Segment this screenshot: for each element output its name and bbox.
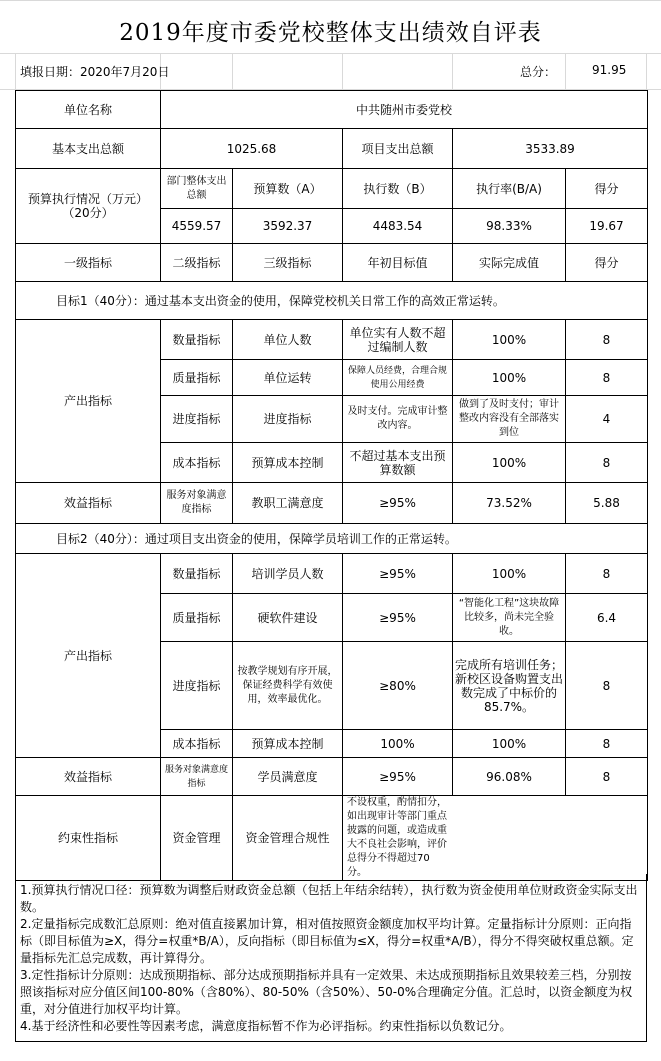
- project-label: 项目支出总额: [343, 129, 453, 169]
- level2-cell: 质量指标: [161, 594, 233, 642]
- col-actual: 实际完成值: [453, 244, 566, 282]
- actual-cell: 做到了及时支付；审计整改内容没有全部落实到位: [453, 396, 566, 443]
- constraint-l2: 资金管理: [161, 796, 233, 881]
- note-3: 3.定性指标计分原则：达成预期指标、部分达成预期指标并具有一定效果、未达成预期指标且效果较差三档，分别按照该指标对应分值区间100-80%（含80%）、80-50%（含50%）、50-0%合理确定分值。汇总时，以资金额度为权重，对分值进行加权平均计算。: [20, 968, 633, 1016]
- grid-line: [565, 54, 566, 90]
- basic-label: 基本支出总额: [16, 129, 161, 169]
- col-score: 得分: [566, 244, 648, 282]
- budget-header-row: [16, 169, 648, 209]
- constraint-score: [566, 796, 648, 881]
- score-cell: 8: [566, 554, 648, 594]
- level3-cell: 进度指标: [233, 396, 343, 443]
- level3-cell: 单位人数: [233, 320, 343, 360]
- budget-col-rate: 执行率(B/A): [453, 169, 566, 209]
- table-row: [16, 320, 648, 360]
- constraint-row: [16, 796, 648, 881]
- target-cell: ≥80%: [343, 642, 453, 730]
- col-level1: 一级指标: [16, 244, 161, 282]
- level2-cell: 成本指标: [161, 730, 233, 758]
- budget-rate: 98.33%: [453, 209, 566, 244]
- table-row: [16, 758, 648, 796]
- unit-label: 单位名称: [16, 91, 161, 129]
- note-1: 1.预算执行情况口径：预算数为调整后财政资金总额（包括上年结余结转），执行数为资金使用单位财政资金实际支出数。: [20, 883, 638, 914]
- budget-total: 4559.57: [161, 209, 233, 244]
- score-cell: 8: [566, 730, 648, 758]
- level2-cell: 进度指标: [161, 396, 233, 443]
- actual-cell: 100%: [453, 360, 566, 396]
- score-cell: 8: [566, 758, 648, 796]
- note-4: 4.基于经济性和必要性等因素考虑，满意度指标暂不作为必评指标。约束性指标以负数记分。: [20, 1019, 512, 1033]
- column-header-row: [16, 244, 648, 282]
- actual-cell: 100%: [453, 554, 566, 594]
- actual-cell: 73.52%: [453, 483, 566, 524]
- goal2-title: 目标2（40分）：通过项目支出资金的使用，保障学员培训工作的正常运转。: [16, 524, 648, 554]
- score-cell: 8: [566, 443, 648, 483]
- constraint-l1: 约束性指标: [16, 796, 161, 881]
- target-cell: ≥95%: [343, 554, 453, 594]
- level2-cell: 服务对象满意度指标: [161, 483, 233, 524]
- budget-score: 19.67: [566, 209, 648, 244]
- level2-cell: 成本指标: [161, 443, 233, 483]
- actual-cell: “智能化工程”这块故障比较多，尚未完全验收。: [453, 594, 566, 642]
- budget-a: 3592.37: [233, 209, 343, 244]
- budget-b: 4483.54: [343, 209, 453, 244]
- score-cell: 4: [566, 396, 648, 443]
- fill-date: 填报日期：2020年7月20日: [20, 65, 170, 79]
- budget-col-total: 部门整体支出总额: [161, 169, 233, 209]
- budget-label: 预算执行情况（万元）（20分）: [16, 169, 161, 244]
- score-cell: 5.88: [566, 483, 648, 524]
- total-score-value: 91.95: [592, 63, 627, 77]
- target-cell: 及时支付。完成审计整改内容。: [343, 396, 453, 443]
- level2-cell: 数量指标: [161, 554, 233, 594]
- actual-cell: 完成所有培训任务；新校区设备购置支出数完成了中标价的85.7%。: [453, 642, 566, 730]
- constraint-desc: [343, 796, 566, 881]
- target-cell: ≥95%: [343, 594, 453, 642]
- goal2-title-row: [16, 524, 648, 554]
- actual-cell: 96.08%: [453, 758, 566, 796]
- level3-cell: 按教学规划有序开展，保证经费科学有效使用，效率最优化。: [233, 642, 343, 730]
- level2-cell: 质量指标: [161, 360, 233, 396]
- level3-cell: 预算成本控制: [233, 730, 343, 758]
- page-title: 2019年度市委党校整体支出绩效自评表: [119, 20, 542, 46]
- level2-cell: 服务对象满意度指标: [161, 758, 233, 796]
- goal1-title: 目标1（40分）：通过基本支出资金的使用，保障党校机关日常工作的高效正常运转。: [16, 282, 648, 320]
- budget-col-b: 执行数（B）: [343, 169, 453, 209]
- target-cell: 保障人员经费，合理合规使用公用经费: [343, 360, 453, 396]
- budget-col-score: 得分: [566, 169, 648, 209]
- constraint-desc-text: 不设权重，酌情扣分，如出现审计等部门重点披露的问题，或造成重大不良社会影响，评价总得分不得超过70分。: [347, 797, 447, 878]
- target-cell: ≥95%: [343, 758, 453, 796]
- target-cell: 100%: [343, 730, 453, 758]
- level2-cell: 进度指标: [161, 642, 233, 730]
- score-cell: 6.4: [566, 594, 648, 642]
- score-cell: 8: [566, 642, 648, 730]
- grid-line: [232, 54, 233, 90]
- target-cell: 不超过基本支出预算数额: [343, 443, 453, 483]
- unit-row: [16, 91, 648, 129]
- actual-cell: 100%: [453, 320, 566, 360]
- project-value: 3533.89: [453, 129, 648, 169]
- level3-cell: 预算成本控制: [233, 443, 343, 483]
- col-level2: 二级指标: [161, 244, 233, 282]
- target-cell: ≥95%: [343, 483, 453, 524]
- goal1-output-label: 产出指标: [16, 320, 161, 483]
- basic-value: 1025.68: [161, 129, 343, 169]
- notes: [15, 874, 647, 1042]
- level3-cell: 培训学员人数: [233, 554, 343, 594]
- grid-line: [0, 53, 661, 54]
- actual-cell: 100%: [453, 730, 566, 758]
- grid-line: [0, 0, 661, 1]
- constraint-l3: 资金管理合规性: [233, 796, 343, 881]
- table-row: [16, 554, 648, 594]
- note-2: 2.定量指标完成数汇总原则：绝对值直接累加计算，相对值按照资金额度加权平均计算。定量指标计分原则：正向指标（即目标值为≥X，得分=权重*B/A），反向指标（即目标值为≤X，得分=权重*A/B），得分不得突破权重总额。定量指标先汇总完成数，再计算得分。: [20, 917, 634, 965]
- level2-cell: 数量指标: [161, 320, 233, 360]
- evaluation-table: [15, 90, 648, 881]
- level3-cell: 单位运转: [233, 360, 343, 396]
- actual-cell: 100%: [453, 443, 566, 483]
- grid-line: [15, 54, 16, 90]
- goal2-benefit-label: 效益指标: [16, 758, 161, 796]
- score-cell: 8: [566, 360, 648, 396]
- table-row: [16, 483, 648, 524]
- goal1-title-row: [16, 282, 648, 320]
- basic-row: [16, 129, 648, 169]
- level3-cell: 硬软件建设: [233, 594, 343, 642]
- goal1-benefit-label: 效益指标: [16, 483, 161, 524]
- total-score-label: 总分：: [520, 65, 557, 79]
- level3-cell: 教职工满意度: [233, 483, 343, 524]
- goal2-output-label: 产出指标: [16, 554, 161, 758]
- target-cell: 单位实有人数不超过编制人数: [343, 320, 453, 360]
- score-cell: 8: [566, 320, 648, 360]
- unit-value: 中共随州市委党校: [161, 91, 648, 129]
- budget-col-a: 预算数（A）: [233, 169, 343, 209]
- level3-cell: 学员满意度: [233, 758, 343, 796]
- col-target: 年初目标值: [343, 244, 453, 282]
- grid-line: [452, 54, 453, 90]
- col-level3: 三级指标: [233, 244, 343, 282]
- grid-line: [342, 54, 343, 90]
- grid-line: [646, 54, 647, 90]
